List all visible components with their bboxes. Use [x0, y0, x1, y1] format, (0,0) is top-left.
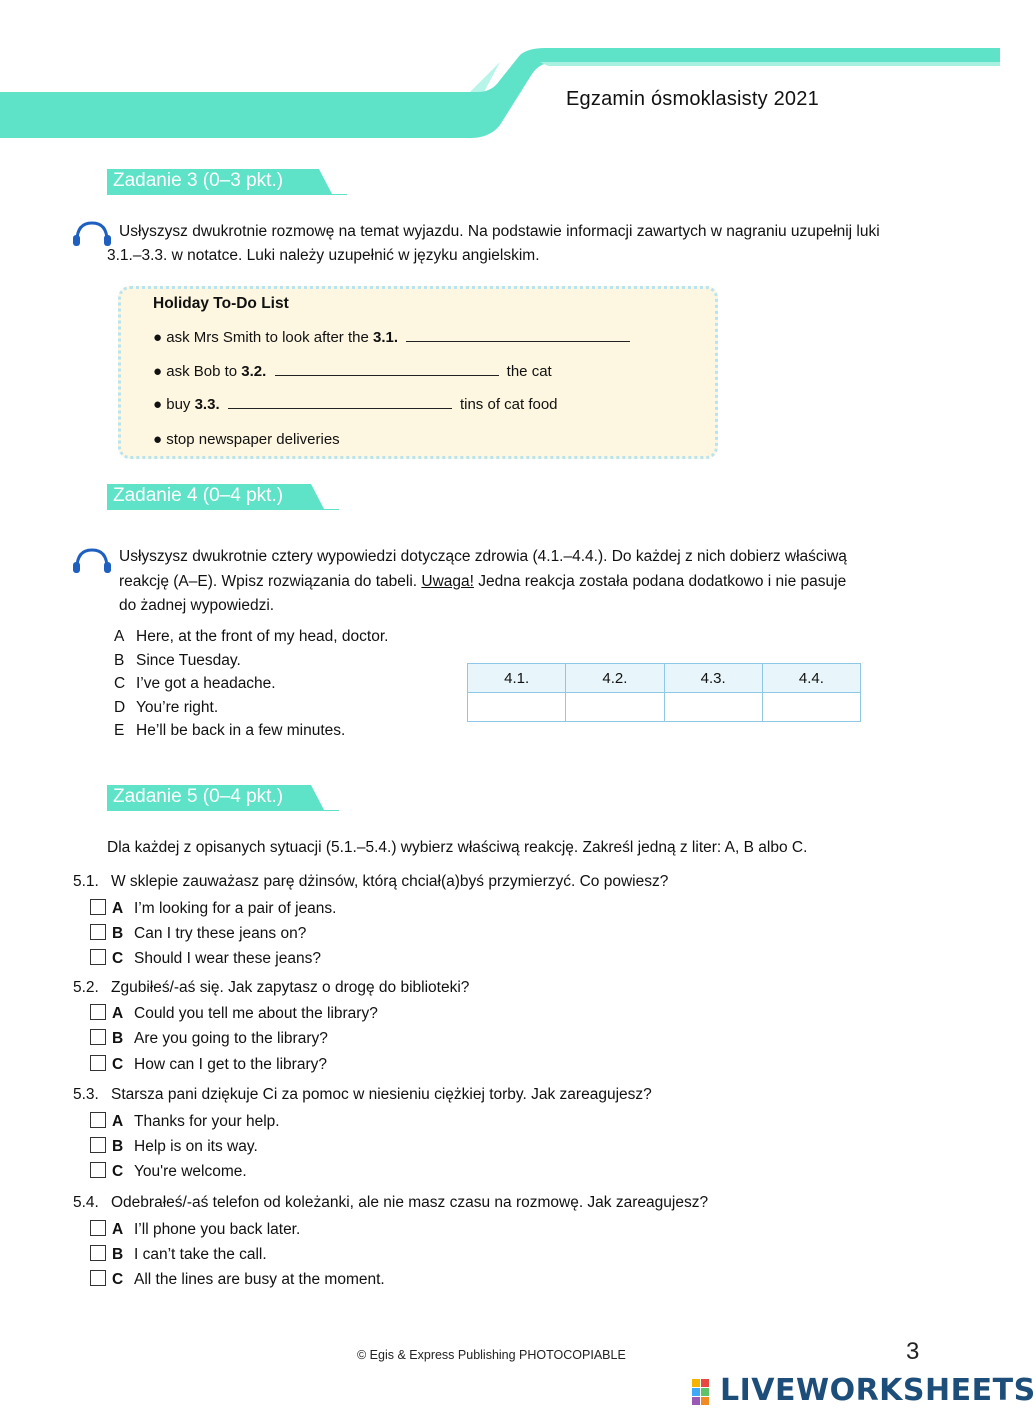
question-5-2 — [73, 979, 469, 997]
choice-5-1-c[interactable] — [90, 949, 321, 968]
choice-text: Thanks for your help. — [134, 1113, 280, 1130]
choice-5-1-b[interactable] — [90, 924, 306, 943]
gap-3-2-input[interactable] — [275, 363, 499, 376]
question-number: 5.2. — [73, 979, 99, 996]
option-a — [114, 628, 388, 646]
option-text: I’ve got a headache. — [136, 675, 276, 692]
gap-3-1-input[interactable] — [406, 329, 630, 342]
answer-table — [467, 663, 861, 722]
bullet: ● — [153, 431, 163, 448]
instruction-warning: Uwaga! — [421, 573, 474, 590]
question-text: Starsza pani dziękuje Ci za pomoc w niesieniu ciężkiej torby. Jak zareagujesz? — [111, 1086, 652, 1103]
checkbox[interactable] — [90, 1137, 106, 1153]
choice-letter: A — [112, 1221, 124, 1238]
choice-letter: A — [112, 1005, 124, 1022]
task4-instruction-line1: Usłyszysz dwukrotnie cztery wypowiedzi dotyczące zdrowia (4.1.–4.4.). Do każdej z nich dobierz właściwą — [119, 548, 847, 565]
instruction-text: Jedna reakcja została podana dodatkowo i nie pasuje — [473, 573, 847, 590]
option-text: Since Tuesday. — [136, 652, 241, 669]
task3-title — [107, 169, 347, 197]
choice-letter: A — [112, 1113, 124, 1130]
checkbox[interactable] — [90, 1055, 106, 1071]
bullet: ● — [153, 329, 163, 346]
task4-instruction-line2 — [119, 570, 846, 595]
choice-letter: B — [112, 1138, 124, 1155]
todo-item — [153, 431, 340, 448]
copyright-footer: © Egis & Express Publishing PHOTOCOPIABLE — [357, 1348, 626, 1362]
task4-instruction-line3: do żadnej wypowiedzi. — [119, 597, 275, 614]
choice-text: All the lines are busy at the moment. — [134, 1271, 385, 1288]
question-5-4 — [73, 1194, 708, 1212]
todo-text: ask Mrs Smith to look after the — [166, 329, 369, 346]
option-c — [114, 675, 276, 693]
choice-5-4-a[interactable] — [90, 1220, 300, 1239]
question-number: 5.4. — [73, 1194, 99, 1211]
todo-text: buy — [166, 396, 191, 413]
header-cell: 4.1. — [468, 664, 566, 693]
checkbox[interactable] — [90, 1162, 106, 1178]
choice-5-3-b[interactable] — [90, 1137, 258, 1156]
exam-title: Egzamin ósmoklasisty 2021 — [566, 88, 819, 110]
task3-instruction-line2: 3.1.–3.3. w notatce. Luki należy uzupełnić w języku angielskim. — [107, 247, 540, 264]
checkbox[interactable] — [90, 1270, 106, 1286]
headphones-icon — [72, 218, 112, 248]
bullet: ● — [153, 363, 163, 380]
option-text: He’ll be back in a few minutes. — [136, 722, 346, 739]
option-text: Here, at the front of my head, doctor. — [136, 628, 389, 645]
todo-suffix: the cat — [506, 363, 552, 380]
todo-title: Holiday To-Do List — [153, 295, 289, 312]
todo-item — [153, 363, 552, 380]
option-letter: E — [114, 722, 125, 739]
gap-number: 3.1. — [372, 329, 399, 346]
choice-text: How can I get to the library? — [134, 1056, 327, 1073]
task5-instruction: Dla każdej z opisanych sytuacji (5.1.–5.4.) wybierz właściwą reakcję. Zakreśl jedną z liter: A, B albo C. — [107, 839, 808, 856]
choice-text: I can’t take the call. — [134, 1246, 267, 1263]
answer-table-header — [468, 664, 861, 693]
header-band — [0, 0, 1000, 160]
task4-title — [107, 484, 339, 512]
answer-cell-4-4[interactable] — [762, 693, 860, 722]
header-cell: 4.4. — [762, 664, 860, 693]
answer-cell-4-2[interactable] — [566, 693, 664, 722]
todo-item — [153, 329, 634, 346]
header-cell: 4.3. — [664, 664, 762, 693]
choice-letter: B — [112, 1246, 124, 1263]
choice-5-2-c[interactable] — [90, 1055, 327, 1074]
liveworksheets-icon — [692, 1379, 718, 1405]
gap-number: 3.3. — [194, 396, 220, 413]
question-5-1 — [73, 873, 668, 891]
choice-text: Can I try these jeans on? — [134, 925, 307, 942]
question-5-3 — [73, 1086, 652, 1104]
choice-text: I’ll phone you back later. — [134, 1221, 301, 1238]
checkbox[interactable] — [90, 1004, 106, 1020]
gap-number: 3.2. — [241, 363, 267, 380]
task4-title-text: Zadanie 4 (0–4 pkt.) — [113, 485, 284, 506]
choice-5-3-a[interactable] — [90, 1112, 280, 1131]
choice-letter: C — [112, 1163, 124, 1180]
page-number: 3 — [906, 1338, 920, 1365]
checkbox[interactable] — [90, 899, 106, 915]
headphones-icon — [72, 545, 112, 575]
gap-3-3-input[interactable] — [228, 396, 452, 409]
choice-text: Help is on its way. — [134, 1138, 258, 1155]
choice-5-2-a[interactable] — [90, 1004, 378, 1023]
answer-cell-4-3[interactable] — [664, 693, 762, 722]
bullet: ● — [153, 396, 163, 413]
checkbox[interactable] — [90, 1220, 106, 1236]
question-text: Zgubiłeś/-aś się. Jak zapytasz o drogę do biblioteki? — [111, 979, 470, 996]
question-text: W sklepie zauważasz parę dżinsów, którą chciał(a)byś przymierzyć. Co powiesz? — [111, 873, 669, 890]
choice-5-4-c[interactable] — [90, 1270, 385, 1289]
choice-letter: C — [112, 1271, 124, 1288]
choice-5-1-a[interactable] — [90, 899, 336, 918]
choice-5-4-b[interactable] — [90, 1245, 267, 1264]
question-number: 5.1. — [73, 873, 99, 890]
option-b — [114, 652, 241, 670]
option-d — [114, 699, 218, 717]
header-cell: 4.2. — [566, 664, 664, 693]
task3-title-text: Zadanie 3 (0–3 pkt.) — [113, 170, 284, 191]
choice-5-2-b[interactable] — [90, 1029, 328, 1048]
option-letter: D — [114, 699, 126, 716]
choice-text: Should I wear these jeans? — [134, 950, 321, 967]
choice-text: You're welcome. — [134, 1163, 247, 1180]
choice-letter: A — [112, 900, 124, 917]
choice-text: I’m looking for a pair of jeans. — [134, 900, 337, 917]
choice-letter: C — [112, 1056, 124, 1073]
todo-text: ask Bob to — [166, 363, 238, 380]
answer-cell-4-1[interactable] — [468, 693, 566, 722]
choice-text: Could you tell me about the library? — [134, 1005, 378, 1022]
checkbox[interactable] — [90, 1245, 106, 1261]
todo-suffix: tins of cat food — [459, 396, 558, 413]
instruction-text: reakcję (A–E). Wpisz rozwiązania do tabeli. — [119, 573, 422, 590]
choice-letter: B — [112, 925, 124, 942]
checkbox[interactable] — [90, 949, 106, 965]
choice-letter: C — [112, 950, 124, 967]
checkbox[interactable] — [90, 924, 106, 940]
todo-item — [153, 396, 558, 413]
answer-table-row — [468, 693, 861, 722]
task5-title — [107, 785, 339, 813]
choice-5-3-c[interactable] — [90, 1162, 247, 1181]
checkbox[interactable] — [90, 1112, 106, 1128]
question-number: 5.3. — [73, 1086, 99, 1103]
task3-instruction-line1: Usłyszysz dwukrotnie rozmowę na temat wyjazdu. Na podstawie informacji zawartych w nagraniu uzupełnij luki — [119, 223, 880, 240]
option-text: You’re right. — [136, 699, 219, 716]
liveworksheets-text: LIVEWORKSHEETS — [720, 1373, 1036, 1408]
checkbox[interactable] — [90, 1029, 106, 1045]
todo-text: stop newspaper deliveries — [166, 431, 340, 448]
option-letter: A — [114, 628, 125, 645]
option-letter: B — [114, 652, 125, 669]
task5-title-text: Zadanie 5 (0–4 pkt.) — [113, 786, 284, 807]
option-e — [114, 722, 345, 740]
option-letter: C — [114, 675, 126, 692]
choice-letter: B — [112, 1030, 124, 1047]
choice-text: Are you going to the library? — [134, 1030, 328, 1047]
question-text: Odebrałeś/-aś telefon od koleżanki, ale nie masz czasu na rozmowę. Jak zareagujesz? — [111, 1194, 709, 1211]
